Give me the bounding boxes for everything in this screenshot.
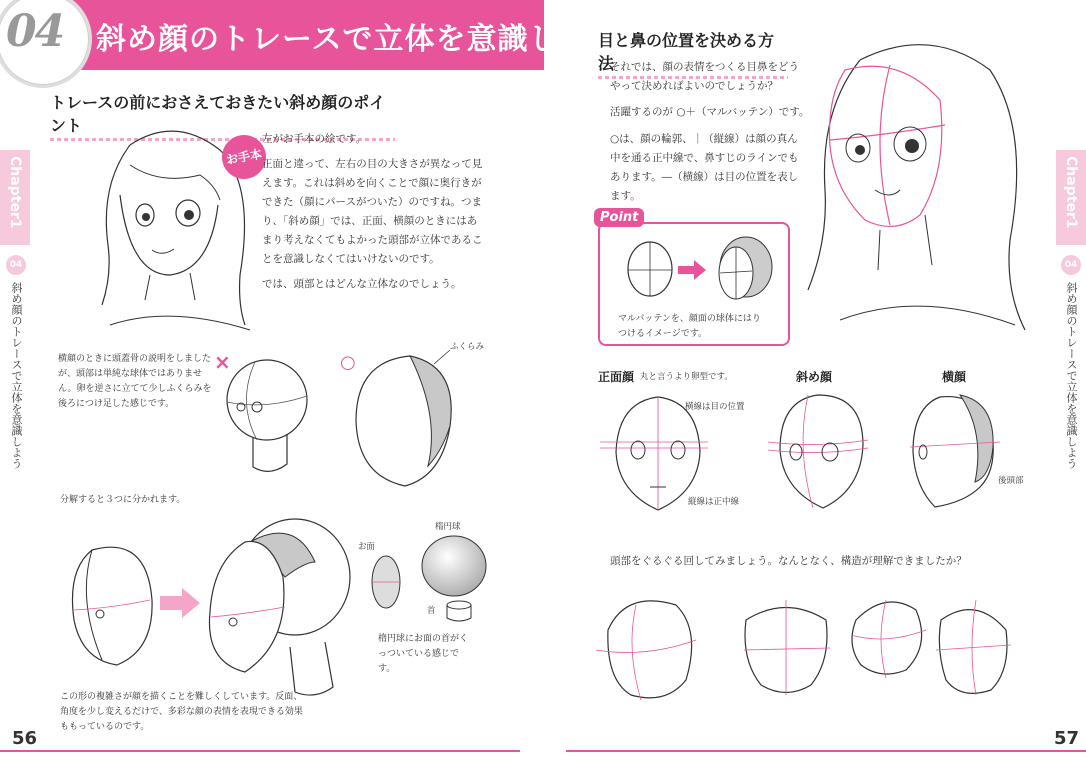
chapter-title: 斜め顔のトレースで立体を意識しよう <box>96 22 622 57</box>
side-tab-title-right: 斜め顔のトレースで立体を意識しよう <box>1065 282 1078 469</box>
split-text: 分解すると３つに分かれます。 <box>60 495 186 505</box>
rotate-text: 頭部をぐるぐる回してみましょう。なんとなく、構造が理解できましたか？ <box>610 555 967 567</box>
page-number-right-box <box>1040 728 1086 748</box>
page-number-left-box <box>0 728 48 748</box>
head-view-4 <box>936 600 1011 695</box>
bulge-label: ふくらみ <box>450 342 485 352</box>
wrong-mark: × <box>214 350 231 374</box>
neck-part-illustration <box>445 600 475 625</box>
side-tab-title: 斜め顔のトレースで立体を意識しよう <box>10 282 23 469</box>
paragraph-explanation: ○は、顔の輪郭、｜（縦線）は顔の真ん中を通る正中線で、鼻すじのラインでもあります。―（横線）は目の位置を表します。 <box>610 133 799 202</box>
head-view-2 <box>744 600 830 695</box>
neck-label: 首 <box>427 606 436 616</box>
section-heading: トレースの前におさえておきたい斜め顔のポイント <box>50 90 395 141</box>
head-view-3 <box>851 600 926 678</box>
horizontal-line-label: 横線は目の位置 <box>685 402 745 412</box>
side-tab-chapter-text-right: Chapter1 <box>1063 156 1079 229</box>
side-face-illustration <box>905 392 1000 512</box>
diagonal-face-illustration <box>768 390 873 510</box>
girl-construction-illustration <box>800 40 1030 340</box>
marubatten-head-illustration <box>712 235 772 305</box>
paragraph-intro: 左がお手本の絵です。 <box>262 133 367 145</box>
ellipsoid-part-illustration <box>420 532 490 602</box>
vertical-line-label: 縦線は正中線 <box>688 497 740 507</box>
rotating-heads-illustration <box>596 590 996 720</box>
combined-head-illustration <box>205 522 355 702</box>
side-tab-number-right: 04 <box>1061 255 1081 275</box>
back-head-label: 後頭部 <box>998 476 1024 486</box>
section-heading-right: 目と鼻の位置を決める方法 <box>598 28 788 79</box>
skull-caption: 横顔のときに頭蓋骨の説明をしましたが、頭部は単純な球体ではありません。卵を逆さに立てて少しふくらみを後ろにつけ足した感じです。 <box>58 354 212 409</box>
mask-part-illustration <box>368 552 408 612</box>
paragraph-how: それでは、顔の表情をつくる目鼻をどうやって決めればよいのでしょうか？ <box>610 61 799 92</box>
correct-mark: ○ <box>340 352 356 373</box>
point-caption: マルバッテンを、顔面の球体にはりつけるイメージです。 <box>618 314 761 339</box>
footer-rule-right <box>566 750 1086 752</box>
ellipsoid-caption: 楕円球にお面の首がくっついている感じです。 <box>378 634 469 674</box>
bulge-pointer <box>430 348 460 368</box>
side-tab-number: 04 <box>6 255 26 275</box>
diagonal-view-label: 斜め顔 <box>796 370 833 384</box>
ellipsoid-label: 楕円球 <box>435 522 461 532</box>
paragraph-perspective: 正面と違って、左右の目の大きさが異なって見えます。これは斜めを向くことで顔に奥行きができた（顔にパースがついた）のですね。つまり、「斜め顔」では、正面、横顔のときにはあまり考えなくてもよかった頭部が立体であることを意識しなくてはいけないのです。 <box>262 158 483 265</box>
side-tab-chapter-text: Chapter1 <box>7 156 23 229</box>
marubatten-oval-illustration <box>625 240 675 298</box>
side-view-label: 横顔 <box>942 370 967 384</box>
egg-head-illustration <box>350 356 460 491</box>
footer-rule-left <box>0 750 520 752</box>
mask-label: お面 <box>358 542 376 552</box>
side-tab-chapter <box>0 150 30 245</box>
front-view-subtitle: 丸と言うより卵型です。 <box>640 372 733 382</box>
page-number-right: 57 <box>1054 728 1080 749</box>
front-view-label: 正面顔 <box>598 370 635 384</box>
point-label: Point <box>594 208 644 227</box>
model-badge: お手本 <box>219 132 270 183</box>
side-tab-chapter-right <box>1056 150 1086 245</box>
arrow-right-icon-2 <box>678 260 708 280</box>
arrow-right-icon <box>160 588 202 618</box>
bottom-caption: この形の複雑さが顔を描くことを難しくしています。反面、角度を少し変えるだけで、多彩な顔の表情を表現できる効果ももっているのです。 <box>60 692 303 732</box>
face-mask-illustration <box>62 540 162 670</box>
paragraph-marubatten: 活躍するのが ○＋（マルバッテン）です。 <box>610 106 810 118</box>
chapter-number: 04 <box>6 6 64 57</box>
head-view-1 <box>596 601 696 700</box>
paragraph-question: では、頭部とはどんな立体なのでしょう。 <box>262 278 462 290</box>
page-number-left: 56 <box>12 728 38 749</box>
sphere-head-illustration <box>225 352 310 482</box>
